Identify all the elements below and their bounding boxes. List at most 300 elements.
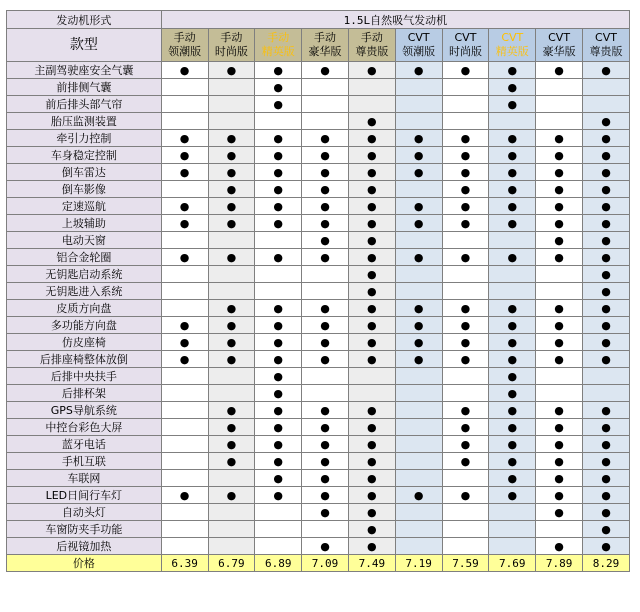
dot-icon: ● bbox=[367, 233, 377, 247]
dot-icon: ● bbox=[601, 352, 611, 366]
feature-included-dot bbox=[583, 130, 630, 147]
dot-icon: ● bbox=[367, 437, 377, 451]
dot-icon: ● bbox=[554, 301, 564, 315]
feature-empty-cell bbox=[442, 266, 489, 283]
price-row bbox=[7, 555, 630, 572]
feature-row bbox=[7, 164, 630, 181]
feature-row bbox=[7, 436, 630, 453]
feature-name: 牵引力控制 bbox=[7, 130, 162, 147]
feature-empty-cell bbox=[395, 538, 442, 555]
feature-row bbox=[7, 470, 630, 487]
dot-icon: ● bbox=[367, 488, 377, 502]
price-value: 6.89 bbox=[255, 555, 302, 572]
feature-included-dot bbox=[536, 334, 583, 351]
feature-included-dot bbox=[489, 130, 536, 147]
feature-included-dot bbox=[161, 164, 208, 181]
feature-empty-cell bbox=[348, 368, 395, 385]
dot-icon: ● bbox=[273, 63, 284, 77]
feature-included-dot bbox=[255, 198, 302, 215]
dot-icon: ● bbox=[554, 199, 564, 213]
dot-icon: ● bbox=[320, 148, 330, 162]
price-value: 6.39 bbox=[161, 555, 208, 572]
model-header bbox=[161, 29, 208, 62]
feature-included-dot bbox=[208, 147, 255, 164]
dot-icon: ● bbox=[601, 131, 611, 145]
dot-icon: ● bbox=[601, 539, 611, 553]
dot-icon: ● bbox=[367, 199, 377, 213]
dot-icon: ● bbox=[273, 420, 284, 434]
dot-icon: ● bbox=[226, 199, 237, 213]
feature-empty-cell bbox=[489, 266, 536, 283]
price-value: 7.09 bbox=[302, 555, 349, 572]
dot-icon: ● bbox=[273, 97, 284, 111]
feature-empty-cell bbox=[583, 79, 630, 96]
feature-empty-cell bbox=[302, 79, 349, 96]
dot-icon: ● bbox=[413, 216, 424, 230]
feature-empty-cell bbox=[395, 419, 442, 436]
dot-icon: ● bbox=[460, 420, 471, 434]
dot-icon: ● bbox=[413, 250, 424, 264]
feature-included-dot bbox=[208, 198, 255, 215]
feature-included-dot bbox=[489, 62, 536, 79]
dot-icon: ● bbox=[507, 250, 518, 264]
dot-icon: ● bbox=[601, 471, 611, 485]
feature-row bbox=[7, 181, 630, 198]
feature-name: 后排中央扶手 bbox=[7, 368, 162, 385]
feature-included-dot bbox=[255, 317, 302, 334]
model-transmission: 手动 bbox=[360, 31, 383, 44]
dot-icon: ● bbox=[507, 403, 518, 417]
feature-included-dot bbox=[489, 147, 536, 164]
feature-included-dot bbox=[442, 300, 489, 317]
dot-icon: ● bbox=[273, 403, 284, 417]
feature-empty-cell bbox=[536, 521, 583, 538]
feature-empty-cell bbox=[395, 283, 442, 300]
feature-included-dot bbox=[536, 147, 583, 164]
feature-included-dot bbox=[489, 368, 536, 385]
dot-icon: ● bbox=[367, 63, 377, 77]
feature-included-dot bbox=[442, 317, 489, 334]
feature-row bbox=[7, 368, 630, 385]
feature-empty-cell bbox=[442, 504, 489, 521]
dot-icon: ● bbox=[601, 284, 611, 298]
feature-included-dot bbox=[302, 504, 349, 521]
model-header bbox=[583, 29, 630, 62]
feature-included-dot bbox=[255, 130, 302, 147]
dot-icon: ● bbox=[367, 318, 377, 332]
feature-included-dot bbox=[442, 62, 489, 79]
dot-icon: ● bbox=[320, 131, 330, 145]
feature-empty-cell bbox=[489, 232, 536, 249]
price-value: 7.59 bbox=[442, 555, 489, 572]
feature-included-dot bbox=[255, 334, 302, 351]
feature-empty-cell bbox=[208, 96, 255, 113]
feature-included-dot bbox=[302, 487, 349, 504]
feature-included-dot bbox=[536, 419, 583, 436]
dot-icon: ● bbox=[179, 148, 190, 162]
feature-included-dot bbox=[583, 453, 630, 470]
feature-included-dot bbox=[161, 130, 208, 147]
dot-icon: ● bbox=[226, 182, 237, 196]
feature-included-dot bbox=[536, 62, 583, 79]
feature-empty-cell bbox=[536, 79, 583, 96]
feature-row bbox=[7, 402, 630, 419]
feature-included-dot bbox=[348, 164, 395, 181]
dot-icon: ● bbox=[273, 471, 284, 485]
dot-icon: ● bbox=[554, 131, 564, 145]
feature-included-dot bbox=[583, 419, 630, 436]
dot-icon: ● bbox=[367, 131, 377, 145]
feature-included-dot bbox=[583, 232, 630, 249]
model-trim: 领潮版 bbox=[168, 45, 202, 58]
feature-name: 胎压监测装置 bbox=[7, 113, 162, 130]
feature-included-dot bbox=[161, 62, 208, 79]
dot-icon: ● bbox=[179, 63, 190, 77]
dot-icon: ● bbox=[226, 335, 237, 349]
dot-icon: ● bbox=[273, 369, 284, 383]
feature-name: 多功能方向盘 bbox=[7, 317, 162, 334]
feature-included-dot bbox=[302, 436, 349, 453]
feature-included-dot bbox=[489, 334, 536, 351]
feature-included-dot bbox=[395, 487, 442, 504]
feature-name: 仿皮座椅 bbox=[7, 334, 162, 351]
dot-icon: ● bbox=[179, 318, 190, 332]
feature-included-dot bbox=[536, 351, 583, 368]
dot-icon: ● bbox=[507, 369, 518, 383]
feature-name: LED日间行车灯 bbox=[7, 487, 162, 504]
feature-empty-cell bbox=[395, 521, 442, 538]
feature-empty-cell bbox=[161, 538, 208, 555]
feature-included-dot bbox=[442, 419, 489, 436]
dot-icon: ● bbox=[460, 131, 471, 145]
dot-icon: ● bbox=[460, 182, 471, 196]
dot-icon: ● bbox=[554, 335, 564, 349]
feature-included-dot bbox=[395, 198, 442, 215]
dot-icon: ● bbox=[460, 454, 471, 468]
feature-included-dot bbox=[161, 351, 208, 368]
feature-included-dot bbox=[348, 317, 395, 334]
feature-empty-cell bbox=[208, 470, 255, 487]
dot-icon: ● bbox=[226, 216, 237, 230]
feature-included-dot bbox=[208, 249, 255, 266]
feature-included-dot bbox=[348, 453, 395, 470]
dot-icon: ● bbox=[273, 454, 284, 468]
feature-row bbox=[7, 521, 630, 538]
feature-included-dot bbox=[161, 487, 208, 504]
feature-included-dot bbox=[536, 300, 583, 317]
dot-icon: ● bbox=[320, 63, 330, 77]
feature-included-dot bbox=[536, 487, 583, 504]
dot-icon: ● bbox=[273, 301, 284, 315]
dot-icon: ● bbox=[554, 182, 564, 196]
dot-icon: ● bbox=[507, 420, 518, 434]
model-label: 款型 bbox=[7, 29, 162, 62]
feature-included-dot bbox=[442, 249, 489, 266]
feature-name: 倒车雷达 bbox=[7, 164, 162, 181]
feature-included-dot bbox=[536, 436, 583, 453]
model-header bbox=[489, 29, 536, 62]
feature-included-dot bbox=[255, 402, 302, 419]
model-trim: 豪华版 bbox=[542, 45, 576, 58]
feature-empty-cell bbox=[208, 79, 255, 96]
feature-included-dot bbox=[536, 181, 583, 198]
dot-icon: ● bbox=[413, 301, 424, 315]
dot-icon: ● bbox=[554, 352, 564, 366]
feature-empty-cell bbox=[161, 79, 208, 96]
dot-icon: ● bbox=[601, 420, 611, 434]
dot-icon: ● bbox=[554, 318, 564, 332]
feature-included-dot bbox=[348, 402, 395, 419]
model-transmission: 手动 bbox=[267, 31, 290, 44]
feature-included-dot bbox=[348, 436, 395, 453]
dot-icon: ● bbox=[554, 505, 564, 519]
dot-icon: ● bbox=[367, 250, 377, 264]
dot-icon: ● bbox=[460, 63, 471, 77]
feature-included-dot bbox=[395, 164, 442, 181]
feature-empty-cell bbox=[442, 283, 489, 300]
engine-row bbox=[7, 11, 630, 29]
feature-included-dot bbox=[583, 538, 630, 555]
feature-included-dot bbox=[161, 317, 208, 334]
feature-included-dot bbox=[583, 300, 630, 317]
dot-icon: ● bbox=[320, 165, 330, 179]
feature-empty-cell bbox=[489, 538, 536, 555]
feature-empty-cell bbox=[395, 470, 442, 487]
dot-icon: ● bbox=[367, 454, 377, 468]
spec-table bbox=[6, 10, 630, 572]
dot-icon: ● bbox=[320, 505, 330, 519]
feature-name: 后排座椅整体放倒 bbox=[7, 351, 162, 368]
feature-included-dot bbox=[395, 62, 442, 79]
feature-empty-cell bbox=[442, 232, 489, 249]
feature-included-dot bbox=[348, 487, 395, 504]
feature-included-dot bbox=[583, 147, 630, 164]
dot-icon: ● bbox=[179, 352, 190, 366]
feature-empty-cell bbox=[395, 402, 442, 419]
dot-icon: ● bbox=[601, 216, 611, 230]
feature-included-dot bbox=[348, 62, 395, 79]
feature-included-dot bbox=[489, 317, 536, 334]
feature-empty-cell bbox=[302, 521, 349, 538]
feature-empty-cell bbox=[536, 385, 583, 402]
feature-included-dot bbox=[442, 215, 489, 232]
feature-included-dot bbox=[255, 62, 302, 79]
feature-included-dot bbox=[583, 283, 630, 300]
feature-included-dot bbox=[208, 300, 255, 317]
dot-icon: ● bbox=[554, 165, 564, 179]
feature-included-dot bbox=[348, 470, 395, 487]
model-transmission: CVT bbox=[454, 31, 477, 44]
feature-included-dot bbox=[536, 164, 583, 181]
feature-empty-cell bbox=[395, 232, 442, 249]
feature-empty-cell bbox=[583, 368, 630, 385]
dot-icon: ● bbox=[320, 233, 330, 247]
feature-included-dot bbox=[489, 249, 536, 266]
feature-included-dot bbox=[489, 436, 536, 453]
dot-icon: ● bbox=[367, 505, 377, 519]
feature-included-dot bbox=[583, 113, 630, 130]
feature-row bbox=[7, 266, 630, 283]
dot-icon: ● bbox=[460, 403, 471, 417]
dot-icon: ● bbox=[226, 488, 237, 502]
feature-name: 车身稳定控制 bbox=[7, 147, 162, 164]
feature-included-dot bbox=[583, 198, 630, 215]
dot-icon: ● bbox=[273, 131, 284, 145]
feature-included-dot bbox=[536, 130, 583, 147]
feature-empty-cell bbox=[442, 385, 489, 402]
dot-icon: ● bbox=[601, 522, 611, 536]
dot-icon: ● bbox=[320, 352, 330, 366]
dot-icon: ● bbox=[179, 250, 190, 264]
dot-icon: ● bbox=[554, 437, 564, 451]
feature-empty-cell bbox=[161, 521, 208, 538]
feature-name: GPS导航系统 bbox=[7, 402, 162, 419]
feature-included-dot bbox=[302, 453, 349, 470]
feature-empty-cell bbox=[395, 504, 442, 521]
feature-empty-cell bbox=[255, 283, 302, 300]
price-label: 价格 bbox=[7, 555, 162, 572]
dot-icon: ● bbox=[460, 335, 471, 349]
dot-icon: ● bbox=[367, 352, 377, 366]
dot-icon: ● bbox=[273, 386, 284, 400]
feature-row bbox=[7, 62, 630, 79]
dot-icon: ● bbox=[273, 165, 284, 179]
model-trim: 时尚版 bbox=[214, 45, 248, 58]
model-trim: 领潮版 bbox=[402, 45, 436, 58]
feature-empty-cell bbox=[489, 283, 536, 300]
dot-icon: ● bbox=[413, 199, 424, 213]
feature-empty-cell bbox=[161, 96, 208, 113]
dot-icon: ● bbox=[273, 80, 284, 94]
feature-included-dot bbox=[208, 487, 255, 504]
feature-empty-cell bbox=[395, 453, 442, 470]
dot-icon: ● bbox=[273, 352, 284, 366]
feature-empty-cell bbox=[395, 113, 442, 130]
dot-icon: ● bbox=[320, 199, 330, 213]
feature-included-dot bbox=[489, 300, 536, 317]
feature-included-dot bbox=[489, 453, 536, 470]
feature-included-dot bbox=[302, 164, 349, 181]
feature-name: 电动天窗 bbox=[7, 232, 162, 249]
price-value: 7.89 bbox=[536, 555, 583, 572]
feature-included-dot bbox=[442, 436, 489, 453]
dot-icon: ● bbox=[507, 386, 518, 400]
feature-included-dot bbox=[583, 470, 630, 487]
feature-included-dot bbox=[208, 130, 255, 147]
feature-included-dot bbox=[348, 198, 395, 215]
dot-icon: ● bbox=[320, 301, 330, 315]
dot-icon: ● bbox=[413, 63, 424, 77]
feature-row bbox=[7, 232, 630, 249]
dot-icon: ● bbox=[507, 80, 518, 94]
feature-name: 蓝牙电话 bbox=[7, 436, 162, 453]
feature-name: 主副驾驶座安全气囊 bbox=[7, 62, 162, 79]
model-trim: 时尚版 bbox=[448, 45, 482, 58]
feature-included-dot bbox=[395, 249, 442, 266]
feature-included-dot bbox=[489, 385, 536, 402]
feature-row bbox=[7, 538, 630, 555]
feature-included-dot bbox=[348, 300, 395, 317]
dot-icon: ● bbox=[413, 318, 424, 332]
feature-empty-cell bbox=[161, 300, 208, 317]
dot-icon: ● bbox=[601, 182, 611, 196]
model-transmission: CVT bbox=[548, 31, 571, 44]
dot-icon: ● bbox=[320, 216, 330, 230]
feature-included-dot bbox=[395, 147, 442, 164]
feature-name: 上坡辅助 bbox=[7, 215, 162, 232]
dot-icon: ● bbox=[226, 131, 237, 145]
feature-included-dot bbox=[161, 215, 208, 232]
feature-empty-cell bbox=[161, 436, 208, 453]
feature-included-dot bbox=[489, 96, 536, 113]
dot-icon: ● bbox=[320, 420, 330, 434]
feature-included-dot bbox=[583, 402, 630, 419]
model-header bbox=[536, 29, 583, 62]
dot-icon: ● bbox=[320, 403, 330, 417]
dot-icon: ● bbox=[460, 301, 471, 315]
feature-included-dot bbox=[442, 147, 489, 164]
feature-included-dot bbox=[348, 232, 395, 249]
feature-empty-cell bbox=[208, 538, 255, 555]
dot-icon: ● bbox=[460, 318, 471, 332]
feature-included-dot bbox=[583, 487, 630, 504]
feature-empty-cell bbox=[536, 96, 583, 113]
feature-included-dot bbox=[348, 113, 395, 130]
feature-empty-cell bbox=[395, 181, 442, 198]
feature-included-dot bbox=[302, 147, 349, 164]
feature-included-dot bbox=[255, 249, 302, 266]
dot-icon: ● bbox=[226, 165, 237, 179]
feature-empty-cell bbox=[583, 385, 630, 402]
dot-icon: ● bbox=[226, 420, 237, 434]
feature-included-dot bbox=[583, 62, 630, 79]
feature-empty-cell bbox=[442, 368, 489, 385]
feature-included-dot bbox=[302, 130, 349, 147]
model-header bbox=[348, 29, 395, 62]
feature-included-dot bbox=[489, 470, 536, 487]
dot-icon: ● bbox=[367, 216, 377, 230]
model-trim: 尊贵版 bbox=[355, 45, 389, 58]
feature-included-dot bbox=[348, 334, 395, 351]
feature-empty-cell bbox=[161, 453, 208, 470]
feature-empty-cell bbox=[489, 504, 536, 521]
dot-icon: ● bbox=[320, 471, 330, 485]
feature-included-dot bbox=[255, 96, 302, 113]
dot-icon: ● bbox=[460, 199, 471, 213]
model-header bbox=[395, 29, 442, 62]
feature-included-dot bbox=[395, 300, 442, 317]
feature-included-dot bbox=[255, 453, 302, 470]
feature-name: 车窗防夹手功能 bbox=[7, 521, 162, 538]
feature-empty-cell bbox=[302, 266, 349, 283]
dot-icon: ● bbox=[226, 63, 237, 77]
feature-included-dot bbox=[489, 164, 536, 181]
feature-included-dot bbox=[302, 402, 349, 419]
feature-included-dot bbox=[348, 419, 395, 436]
feature-empty-cell bbox=[255, 504, 302, 521]
model-transmission: 手动 bbox=[220, 31, 243, 44]
feature-included-dot bbox=[489, 215, 536, 232]
feature-included-dot bbox=[583, 249, 630, 266]
feature-row bbox=[7, 317, 630, 334]
dot-icon: ● bbox=[507, 488, 518, 502]
feature-included-dot bbox=[442, 453, 489, 470]
feature-empty-cell bbox=[395, 266, 442, 283]
feature-empty-cell bbox=[536, 113, 583, 130]
model-header bbox=[255, 29, 302, 62]
dot-icon: ● bbox=[367, 114, 377, 128]
dot-icon: ● bbox=[367, 301, 377, 315]
